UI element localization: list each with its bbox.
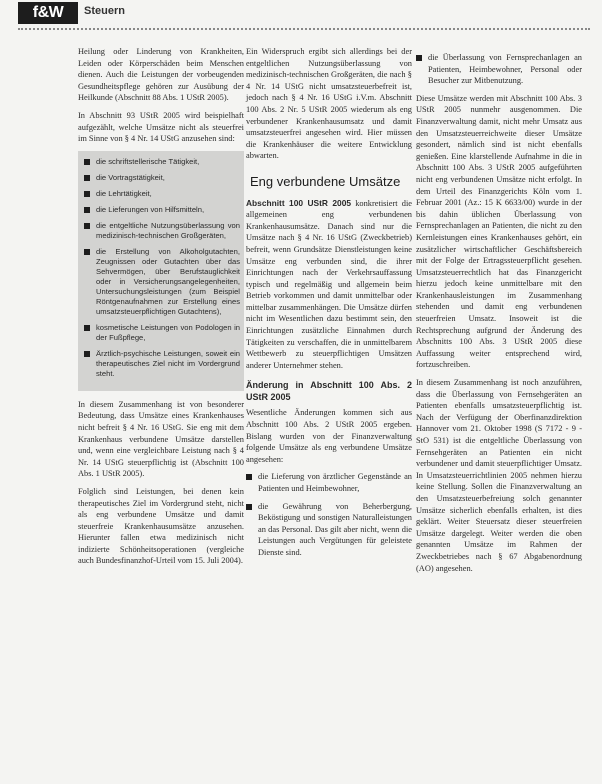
list-item — [84, 349, 240, 379]
paragraph: Folglich sind Leistungen, bei denen kein therapeutisches Ziel im Vordergrund steht, nicht als eng verbundene Umsätze und damit steuerfreie Krankenhausumsätze anzusehen. Hierunter fallen etwa medizinisch nicht indizierte Schönheitsoperationen (vergleiche auch Bundesfinanzhof-Urteil vom 15. Juli 2004). — [78, 486, 244, 566]
list-item-text: die entgeltliche Nutzungsüberlassung von medizinisch-technischen Großgeräten, — [96, 220, 240, 240]
list-item-text: die schriftstellerische Tätigkeit, — [96, 156, 200, 166]
list-item-text: die Lieferungen von Hilfsmitteln, — [96, 204, 205, 214]
section-title: Steuern — [84, 5, 125, 17]
square-bullet-icon — [416, 55, 422, 61]
square-bullet-icon — [246, 474, 252, 480]
square-bullet-icon — [84, 175, 90, 181]
paragraph: Ein Widerspruch ergibt sich allerdings bei der entgeltlichen Nutzungsüberlassung von medizinisch-technischen Großgeräten, die nach § 4 Nr. 14 UStG nicht umsatzsteuerbefreit ist, jedoch nach § 4 Nr. 16 UStG i.V.m. Abschnitt 100 Abs. 2 Nr. 5 UStR 2005 wiederum als eng verbundener Krankenhausumsatz und damit umsatzsteuerfrei angesehen wird. Hier müssen die Krankenhäuser die weitere Entwicklung abwarten. — [246, 47, 412, 161]
list-item-text: kosmetische Leistungen von Podologen in der Fußpflege, — [96, 322, 240, 342]
list-item — [84, 323, 240, 343]
paragraph-lead: Abschnitt 100 UStR 2005 — [246, 197, 352, 208]
paragraph: Wesentliche Änderungen kommen sich aus Abschnitt 100 Abs. 2 UStR 2005 ergeben. Bislang wurden von der Finanzverwaltung folgende Umsätze als eng verbundene Umsätze angesehen: — [246, 408, 412, 464]
paragraph-text: konkretisiert die allgemeinen eng verbundenen Krankenhausumsätze. Danach sind nur die Umsätze nach § 4 Nr. 16 UStG (Zweckbetrieb) befreit, wenn Grundsätze Dienstleistungen keine Umsätze eng verbunden sind, die ihrer Einrichtungen nach der Verkehrsauffassung typisch und regelmäßig und allgemein beim Betrieb vorkommen und damit unmittelbar oder mittelbar zusammenhängen. Die Umsätze dürfen nicht im Wesentlichen dazu bestimmt sein, den Einrichtungen zusätzliche Einnahmen durch Tätigkeiten zu verschaffen, die in unmittelbarem Wettbewerb zu steuerpflichtigen Umsätzen anderer Unternehmer stehen. — [246, 198, 413, 370]
list-item — [84, 189, 240, 199]
list-item-text: die Überlassung von Fernsprechanlagen an Patienten, Heimbewohner, Personal oder Besucher zur Mitbenutzung. — [428, 53, 582, 86]
list-item-text: die Gewährung von Beherbergung, Beköstigung und sonstigen Naturalleistungen an das Personal. Das gilt aber nicht, wenn die Leistungen auch Vergütungen für geleistete Dienste sind. — [258, 501, 412, 557]
square-bullet-icon — [84, 249, 90, 255]
column-1 — [78, 46, 244, 573]
list-item — [84, 157, 240, 167]
list-item — [84, 173, 240, 183]
list-item-text: die Erstellung von Alkoholgutachten, Zeugnissen oder Gutachten über das Sehvermögen, über Berufstauglichkeit oder in Versicherungsangelegenheiten, Untersuchungsleistungen (zum Beispiel Röntgenaufnahmen zur Erstellung eines umsatzsteuerpflichtigen Gutachtens), — [96, 246, 240, 316]
list-item — [84, 221, 240, 241]
page-header — [0, 0, 602, 40]
column-3 — [416, 46, 582, 580]
paragraph: In Abschnitt 93 UStR 2005 wird beispielhaft aufgezählt, welche Umsätze nicht als steuerfrei im Sinne von § 4 Nr. 14 UStG anzusehen sind: — [78, 110, 244, 144]
paragraph: In diesem Zusammenhang ist noch anzuführen, dass die Überlassung von Fernsehgeräten an Patienten ebenfalls umsatzsteuerpflichtig ist. Nach der Verfügung der Oberfinanzdirektion Hannover vom 21. Oktober 1998 (S 7172 - 9 - StO 531) ist die entgeltliche Überlassung von Fernsehgeräten an Patienten ein nicht verbundener und damit steuerpflichtiger Umsatz. In Umsatzsteuerrichtlinien 2005 nehmen hierzu keine Stellung. Sollen die Finanzverwaltung an den Umsatzsteuerbefreiung solch genannter Umsätze sicherlich ebenfalls erhalten, ist dies geklärt. Weiter Steuersatz dieser steuerfreien Umsätze dargelegt. Weiter werden die oben genannten Umsätze im Rahmen der Zweckbetriebes nach § 67 Abgabenordnung (AO) angesehen. — [416, 378, 582, 573]
paragraph: Heilung oder Linderung von Krankheiten, Leiden oder Körperschäden beim Menschen dienen. Auch die Leistungen der vorbeugenden Gesundheitspflege gehören zur Ausübung der Heilkunde (Abschnitt 88 Abs. 1 UStR 2005). — [78, 47, 244, 103]
list-item-text: die Lieferung von ärztlicher Gegenstände an Patienten und Heimbewohner, — [258, 472, 412, 493]
list-item — [416, 52, 582, 87]
list-item — [84, 205, 240, 215]
header-rule — [18, 28, 590, 30]
paragraph: In diesem Zusammenhang ist von besonderer Bedeutung, dass Umsätze eines Krankenhauses nicht befreit § 4 Nr. 16 UStG. Sie eng mit dem Krankenhaus verbundene Umsätze darstellen und, wenn eine vergleichbare Leistung nach § 4 Nr. 14 UStG steuerpflichtig ist (Abschnitt 100 Abs. 1 UStR 2005). — [78, 399, 244, 479]
magazine-logo: f&W — [18, 2, 78, 24]
list-item — [246, 501, 412, 559]
square-bullet-icon — [84, 351, 90, 357]
square-bullet-icon — [84, 223, 90, 229]
list-item — [246, 471, 412, 494]
square-bullet-icon — [246, 504, 252, 510]
paragraph: Diese Umsätze werden mit Abschnitt 100 Abs. 3 UStR 2005 nunmehr ausgenommen. Die Finanzverwaltung damit, nicht mehr Umsatz aus den Umsatzsteuerreichweite dieser Umsätze gesondert, nämlich sind ist nicht ebenfalls genießen. Eine klarstellende Aufnahme in die in Abschnitt 100 Abs. 3 UStR 2005 aufgeführten nicht eng verbundenen Umsätze nicht erfolgt. In dem Urteil des Finanzgerichts Köln vom 1. Februar 2001 (Az.: 15 K 6633/00) wurde in der bis dahin üblichen Überlassung von Fernsprechanlagen an Patienten, die nicht zu den Kernleistungen eines Krankenhauses gehört, ein zusätzlicher wirtschaftlicher Geschäftsbereich mit der Folge der Ertragssteuerpflicht gesehen. Umsatzsteuerrechtlich hat das Finanzgericht hierzu jedoch keine unmittelbare mit den Krankenhausleistungen im Zusammenhang stehenden und damit eng verbundenen steuerfreien Umsatz. Insoweit ist die Rechtsprechung aufgrund der Änderung des Abschnitts 100 Abs. 3 UStR 2005 diese Auffassung weiter entsprechend wird, fortzuschreiben. — [416, 93, 582, 370]
list-item-text: die Lehrtätigkeit, — [96, 188, 152, 198]
square-bullet-icon — [84, 325, 90, 331]
subsection-heading: Änderung in Abschnitt 100 Abs. 2 UStR 2005 — [246, 380, 412, 403]
square-bullet-icon — [84, 207, 90, 213]
paragraph — [246, 198, 412, 372]
list-item — [84, 247, 240, 317]
list-item-text: Ärztlich-psychische Leistungen, soweit ein therapeutisches Ziel nicht im Vordergrund steht. — [96, 348, 240, 378]
exclusion-list-box — [78, 151, 244, 391]
square-bullet-icon — [84, 159, 90, 165]
list-item-text: die Vortragstätigkeit, — [96, 172, 165, 182]
square-bullet-icon — [84, 191, 90, 197]
section-heading: Eng verbundene Umsätze — [250, 173, 401, 189]
column-2 — [246, 46, 412, 565]
